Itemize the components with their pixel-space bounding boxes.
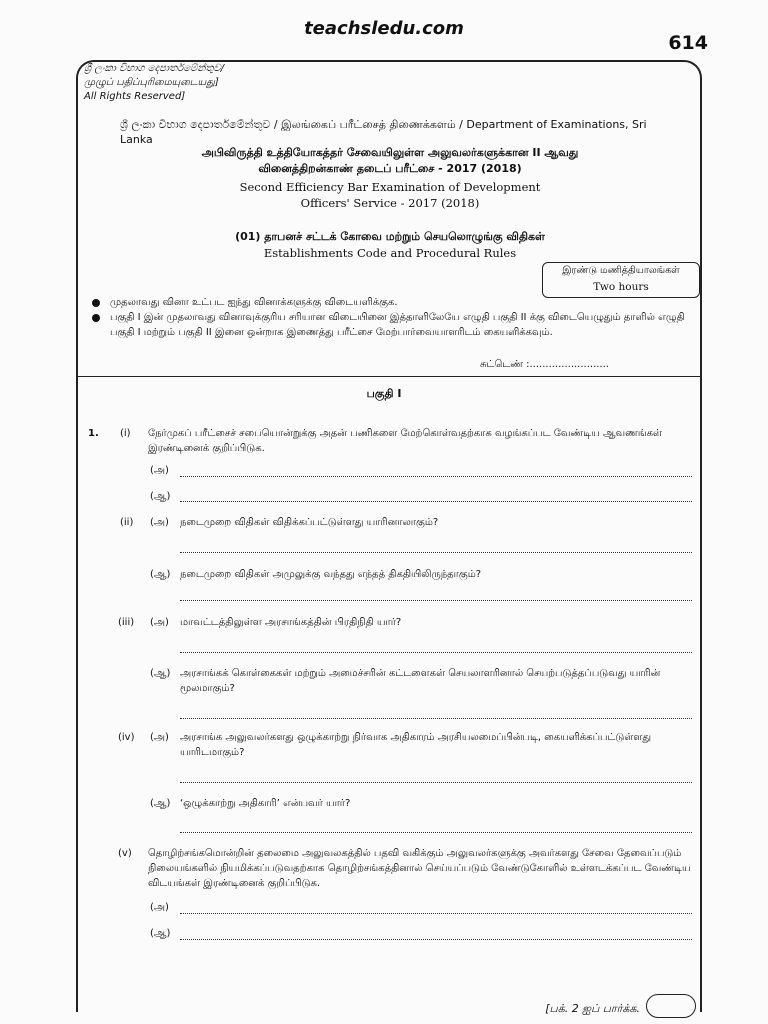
answer-line[interactable] bbox=[180, 832, 692, 833]
duration-tamil: இரண்டு மணித்தியாலங்கள் bbox=[562, 265, 680, 276]
subq-ii-label: (ii) bbox=[120, 517, 134, 528]
exam-title-english-1: Second Efficiency Bar Examination of Development bbox=[239, 180, 541, 194]
answer-line[interactable] bbox=[180, 476, 692, 477]
divider bbox=[76, 376, 700, 377]
exam-title-tamil-1: அபிவிருத்தி உத்தியோகத்தர் சேவையிலுள்ள அலுவலர்களுக்கான II ஆவது bbox=[201, 146, 579, 159]
answer-line[interactable] bbox=[180, 600, 692, 601]
subq-iii-a-text: மாவட்டத்திலுள்ள அரசாங்கத்தின் பிரதிநிதி யார்? bbox=[180, 617, 402, 628]
subq-ii-a-text: நடைமுறை விதிகள் விதிக்கப்பட்டுள்ளது யாரினாலாகும்? bbox=[180, 517, 439, 528]
answer-line[interactable] bbox=[180, 652, 692, 653]
subq-iii-b-text: அரசாங்கக் கொள்கைகள் மற்றும் அமைச்சரின் கட்டளைகள் செயலாளரினால் செயற்படுத்தப்படுவது யாரின் மூலமாகும்? bbox=[180, 668, 661, 694]
part-title: பகுதி I bbox=[366, 387, 402, 400]
subq-iv-a-text: அரசாங்க அலுவலர்களது ஒழுக்காற்று நிர்வாக அதிகாரம் அரசியலமைப்பின்படி, கையளிக்கப்பட்டுள்ளது யாரிடமாகும்? bbox=[180, 732, 652, 758]
exam-title-tamil-2: வினைத்திறன்காண் தடைப் பரீட்சை - 2017 (2018) bbox=[258, 162, 522, 175]
turn-over-note: [பக். 2 ஐப் பார்க்க. bbox=[545, 1002, 640, 1015]
index-number-field[interactable]: சுட்டெண் :......................... bbox=[480, 359, 609, 370]
answer-line[interactable] bbox=[180, 718, 692, 719]
rights-notice bbox=[84, 62, 224, 104]
duration-english: Two hours bbox=[593, 281, 649, 293]
page-oval-box bbox=[646, 994, 696, 1018]
subq-iv-b-text: ‘ஒழுக்காற்று அதிகாரி’ என்பவர் யார்? bbox=[180, 798, 351, 809]
subject-title-english: Establishments Code and Procedural Rules bbox=[263, 246, 517, 260]
subq-i-label: (i) bbox=[120, 428, 131, 439]
duration-box bbox=[542, 262, 700, 298]
answer-line[interactable] bbox=[180, 501, 692, 502]
subq-iii-a-label: (அ) bbox=[150, 617, 169, 628]
answer-line[interactable] bbox=[180, 939, 692, 940]
rights-tamil: முழுப் பதிப்புரிமையுடையது] bbox=[84, 77, 219, 88]
instruction-1: முதலாவது வினா உட்பட ஐந்து வினாக்களுக்கு விடையளிக்குக. bbox=[110, 297, 398, 308]
answer-line[interactable] bbox=[180, 913, 692, 914]
answer-label-a: (அ) bbox=[150, 902, 169, 913]
subq-i-text: நேர்முகப் பரீட்சைச் சபையொன்றுக்கு அதன் பணிகளை மேற்கொள்வதற்காக வழங்கப்பட வேண்டிய ஆவணங்கள் இரண்டினைக் குறிப்பிடுக. bbox=[148, 428, 662, 454]
answer-line[interactable] bbox=[180, 782, 692, 783]
instruction-2: பகுதி I இன் முதலாவது வினாவுக்குரிய சரியான விடையினை இத்தாளிலேயே எழுதி பகுதி II க்கு விடையெழுதும் தாளில் எழுதி பகுதி I மற்றும் பகுதி II இனை ஒன்றாக இணைத்து பரீட்சை மேற்பார்வையாளரிடம் கையளிக்கவும். bbox=[110, 312, 685, 338]
exam-title-english-2: Officers' Service - 2017 (2018) bbox=[300, 196, 480, 210]
subq-v-label: (v) bbox=[118, 848, 132, 859]
subq-iii-label: (iii) bbox=[118, 617, 135, 628]
answer-line[interactable] bbox=[180, 552, 692, 553]
subq-iv-label: (iv) bbox=[118, 732, 135, 743]
question-number: 1. bbox=[88, 428, 99, 439]
answer-label-b: (ஆ) bbox=[150, 491, 171, 502]
subq-ii-b-label: (ஆ) bbox=[150, 569, 171, 580]
subq-iii-b-label: (ஆ) bbox=[150, 668, 171, 679]
bullet-icon bbox=[92, 299, 100, 307]
rights-english: All Rights Reserved] bbox=[84, 91, 186, 102]
department-line: ශ්‍රී ලංකා විභාග දෙපාර්තමේන්තුව / இலங்கைப் பரீட்சைத் திணைக்களம் / Department of Examinations, Sri Lanka bbox=[120, 118, 647, 146]
answer-label-a: (அ) bbox=[150, 465, 169, 476]
subq-iv-a-label: (அ) bbox=[150, 732, 169, 743]
subq-iv-b-label: (ஆ) bbox=[150, 798, 171, 809]
site-watermark: teachsledu.com bbox=[304, 18, 464, 39]
subq-ii-a-label: (அ) bbox=[150, 517, 169, 528]
rights-sinhala: ශ්‍රී ලංකා විභාග දෙපාර්තමේන්තුව/ bbox=[84, 63, 225, 74]
page-number: 614 bbox=[668, 32, 708, 54]
answer-label-b: (ஆ) bbox=[150, 928, 171, 939]
subq-v-text: தொழிற்சங்கமொன்றின் தலைமை அலுவலகத்தில் பதவி வகிக்கும் அலுவலர்களுக்கு அவர்களது சேவை தேவைப்படும் நிலையங்களில் நியமிக்கப்படுவதற்காக தொழிற்சங்கத்தினால் செய்யப்படும் வேண்டுகோளில் உள்ளடக்கப்பட வேண்டிய விடயங்கள் இரண்டினைக் குறிப்பிடுக. bbox=[148, 848, 691, 889]
bullet-icon bbox=[92, 314, 100, 322]
subject-title-tamil: (01) தாபனச் சட்டக் கோவை மற்றும் செயலொழுங்கு விதிகள் bbox=[235, 230, 545, 243]
subq-ii-b-text: நடைமுறை விதிகள் அமுலுக்கு வந்தது எந்தத் திகதியிலிருந்தாகும்? bbox=[180, 569, 482, 580]
